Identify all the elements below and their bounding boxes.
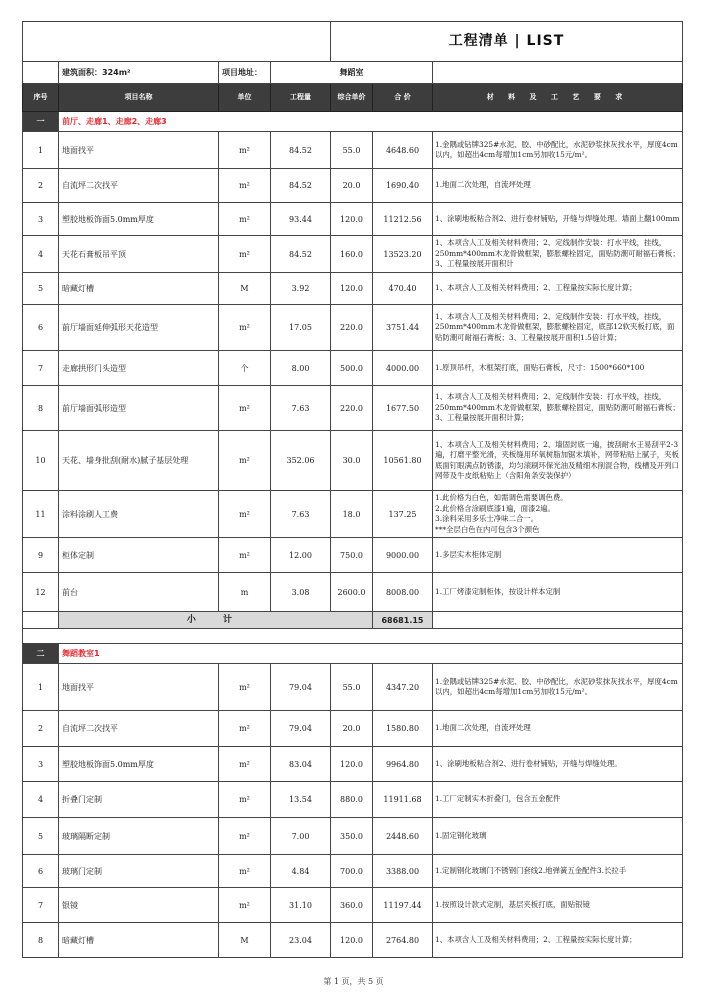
item-requirements: 1.工厂定制实木折叠门，包含五金配件 — [433, 782, 683, 818]
item-quantity: 23.04 — [271, 923, 331, 958]
item-total: 3388.00 — [373, 855, 433, 888]
spacer-cell — [23, 629, 683, 644]
item-name: 暗藏灯槽 — [59, 273, 219, 305]
item-unit-price: 120.0 — [331, 747, 373, 782]
col-header-price: 综合单价 — [331, 84, 373, 112]
item-number: 11 — [23, 491, 59, 538]
item-total: 137.25 — [373, 491, 433, 538]
table-row — [23, 538, 683, 573]
item-unit: m² — [219, 305, 271, 351]
col-header-requirements: 材 料 及 工 艺 要 求 — [433, 84, 683, 112]
item-number: 4 — [23, 236, 59, 273]
item-number: 5 — [23, 818, 59, 855]
item-requirements: 1、本项含人工及相关材料费用；2、工程量按实际长度计算； — [433, 273, 683, 305]
table-row — [23, 305, 683, 351]
item-number: 7 — [23, 351, 59, 386]
item-name: 暗藏灯槽 — [59, 923, 219, 958]
item-quantity: 7.00 — [271, 818, 331, 855]
col-header-unit: 单位 — [219, 84, 271, 112]
col-header-name: 项目名称 — [59, 84, 219, 112]
item-name: 地面找平 — [59, 132, 219, 169]
item-unit: m² — [219, 169, 271, 203]
item-number: 3 — [23, 203, 59, 236]
address-value: 舞蹈室 — [271, 62, 433, 84]
table-row — [23, 818, 683, 855]
table-row — [23, 351, 683, 386]
item-total: 1580.80 — [373, 711, 433, 747]
item-requirements: 1.工厂烤漆定制柜体，按设计样本定制 — [433, 573, 683, 612]
item-requirements: 1、本项含人工及相关材料费用；2、定线制作安装：打水平线，挂线，250mm*400mm木龙骨做框架，膨胀螺栓固定，面贴防潮可耐福石膏板；3、工程量按展开面积计 — [433, 236, 683, 273]
item-number: 4 — [23, 782, 59, 818]
table-row — [23, 711, 683, 747]
item-unit-price: 220.0 — [331, 305, 373, 351]
item-unit: m² — [219, 491, 271, 538]
item-unit: m² — [219, 132, 271, 169]
subtotal-blank-right — [433, 612, 683, 629]
item-number: 3 — [23, 747, 59, 782]
item-quantity: 84.52 — [271, 169, 331, 203]
item-total: 11212.56 — [373, 203, 433, 236]
item-number: 2 — [23, 169, 59, 203]
item-unit: M — [219, 273, 271, 305]
item-quantity: 79.04 — [271, 711, 331, 747]
item-total: 4000.00 — [373, 351, 433, 386]
col-header-total: 合 价 — [373, 84, 433, 112]
section-row — [23, 112, 683, 132]
item-number: 2 — [23, 711, 59, 747]
item-requirements: 1、涂刷地板粘合剂2、进行卷材铺贴，开缝与焊缝处理。墙面上翻100mm — [433, 203, 683, 236]
item-number: 8 — [23, 386, 59, 431]
section-name: 前厅、走廊1、走廊2、走廊3 — [59, 112, 683, 132]
item-number: 9 — [23, 538, 59, 573]
item-unit-price: 18.0 — [331, 491, 373, 538]
table-row — [23, 888, 683, 923]
logo-area — [23, 22, 331, 62]
item-quantity: 79.04 — [271, 664, 331, 711]
item-unit-price: 20.0 — [331, 711, 373, 747]
item-unit: m² — [219, 431, 271, 491]
table-row — [23, 386, 683, 431]
subtotal-value: 68681.15 — [373, 612, 433, 629]
item-unit-price: 360.0 — [331, 888, 373, 923]
item-requirements: 1、本项含人工及相关材料费用；2、工程量按实际长度计算； — [433, 923, 683, 958]
item-name: 前厅墙面延伸弧形天花造型 — [59, 305, 219, 351]
section-number: 二 — [23, 644, 59, 664]
item-quantity: 352.06 — [271, 431, 331, 491]
table-row — [23, 923, 683, 958]
item-quantity: 17.05 — [271, 305, 331, 351]
item-total: 9000.00 — [373, 538, 433, 573]
info-blank-right — [433, 62, 683, 84]
item-quantity: 93.44 — [271, 203, 331, 236]
item-total: 470.40 — [373, 273, 433, 305]
item-requirements: 1.按照设计款式定制，基层夹板打底，面贴银镜 — [433, 888, 683, 923]
item-total: 11197.44 — [373, 888, 433, 923]
item-name: 自流坪二次找平 — [59, 169, 219, 203]
item-unit-price: 120.0 — [331, 923, 373, 958]
item-name: 玻璃门定制 — [59, 855, 219, 888]
quote-sheet — [22, 21, 682, 958]
item-quantity: 3.08 — [271, 573, 331, 612]
item-unit: m² — [219, 386, 271, 431]
item-name: 折叠门定制 — [59, 782, 219, 818]
item-quantity: 4.84 — [271, 855, 331, 888]
item-requirements: 1.定制钢化玻璃门不锈钢门套线2.地弹簧五金配件3.长拉手 — [433, 855, 683, 888]
info-row — [23, 62, 683, 84]
table-row — [23, 573, 683, 612]
item-quantity: 84.52 — [271, 132, 331, 169]
item-unit: m² — [219, 818, 271, 855]
item-unit: m² — [219, 747, 271, 782]
item-unit-price: 20.0 — [331, 169, 373, 203]
item-quantity: 7.63 — [271, 491, 331, 538]
quote-table — [22, 21, 683, 958]
item-unit-price: 55.0 — [331, 132, 373, 169]
item-name: 玻璃隔断定制 — [59, 818, 219, 855]
item-name: 天花、墙身批刮(耐水)腻子基层处理 — [59, 431, 219, 491]
item-number: 8 — [23, 923, 59, 958]
section-number: 一 — [23, 112, 59, 132]
item-name: 自流坪二次找平 — [59, 711, 219, 747]
item-unit: m² — [219, 782, 271, 818]
item-name: 前台 — [59, 573, 219, 612]
item-quantity: 13.54 — [271, 782, 331, 818]
item-name: 天花石膏板吊平顶 — [59, 236, 219, 273]
item-unit-price: 30.0 — [331, 431, 373, 491]
item-total: 1690.40 — [373, 169, 433, 203]
item-requirements: 1.金隅或钻牌325#水泥、胶、中砂配比，水泥砂浆抹灰找水平，厚度4cm以内，如超出4cm每增加1cm另加收15元/m²。 — [433, 132, 683, 169]
item-unit-price: 500.0 — [331, 351, 373, 386]
item-unit-price: 880.0 — [331, 782, 373, 818]
item-number: 6 — [23, 305, 59, 351]
item-name: 银镜 — [59, 888, 219, 923]
item-unit: 个 — [219, 351, 271, 386]
table-row — [23, 132, 683, 169]
item-unit: m² — [219, 855, 271, 888]
item-unit: m² — [219, 711, 271, 747]
item-total: 8008.00 — [373, 573, 433, 612]
item-total: 4347.20 — [373, 664, 433, 711]
col-header-qty: 工程量 — [271, 84, 331, 112]
item-number: 12 — [23, 573, 59, 612]
item-name: 走廊拱形门头造型 — [59, 351, 219, 386]
title-row — [23, 22, 683, 62]
item-total: 9964.80 — [373, 747, 433, 782]
item-requirements: 1、本项含人工及相关材料费用；2、定线制作安装：打水平线，挂线，250mm*400mm木龙骨做框架，膨胀螺栓固定，面贴防潮可耐福石膏板；3、工程量按展开面积计算； — [433, 386, 683, 431]
item-total: 10561.80 — [373, 431, 433, 491]
item-total: 1677.50 — [373, 386, 433, 431]
table-row — [23, 782, 683, 818]
item-unit: m² — [219, 203, 271, 236]
section-name: 舞蹈教室1 — [59, 644, 683, 664]
col-header-no: 序号 — [23, 84, 59, 112]
item-unit-price: 750.0 — [331, 538, 373, 573]
item-number: 6 — [23, 855, 59, 888]
table-row — [23, 491, 683, 538]
item-unit-price: 220.0 — [331, 386, 373, 431]
item-unit-price: 700.0 — [331, 855, 373, 888]
item-number: 7 — [23, 888, 59, 923]
table-row — [23, 236, 683, 273]
item-requirements: 1.固定钢化玻璃 — [433, 818, 683, 855]
item-requirements: 1.金隅或钻牌325#水泥、胶、中砂配比，水泥砂浆抹灰找水平，厚度4cm以内，如超出4cm每增加1cm另加收15元/m²。 — [433, 664, 683, 711]
item-unit: m² — [219, 664, 271, 711]
item-number: 1 — [23, 132, 59, 169]
item-quantity: 84.52 — [271, 236, 331, 273]
table-row — [23, 664, 683, 711]
item-total: 3751.44 — [373, 305, 433, 351]
table-row — [23, 855, 683, 888]
item-requirements: 1.地面二次处理，自流坪处理 — [433, 169, 683, 203]
item-unit-price: 55.0 — [331, 664, 373, 711]
table-row — [23, 273, 683, 305]
item-unit: m² — [219, 538, 271, 573]
item-requirements: 1.多层实木柜体定制 — [433, 538, 683, 573]
item-requirements: 1.原顶吊杆，木框架打底，面贴石膏板，尺寸：1500*660*100 — [433, 351, 683, 386]
item-quantity: 83.04 — [271, 747, 331, 782]
item-name: 涂料涂刷人工费 — [59, 491, 219, 538]
item-number: 1 — [23, 664, 59, 711]
item-unit: M — [219, 923, 271, 958]
spacer-row — [23, 629, 683, 644]
item-unit-price: 120.0 — [331, 203, 373, 236]
item-total: 4648.60 — [373, 132, 433, 169]
item-quantity: 31.10 — [271, 888, 331, 923]
item-quantity: 12.00 — [271, 538, 331, 573]
item-name: 柜体定制 — [59, 538, 219, 573]
item-total: 11911.68 — [373, 782, 433, 818]
item-total: 2448.60 — [373, 818, 433, 855]
item-number: 5 — [23, 273, 59, 305]
item-total: 13523.20 — [373, 236, 433, 273]
table-row — [23, 747, 683, 782]
subtotal-blank — [23, 612, 59, 629]
item-unit: m — [219, 573, 271, 612]
table-row — [23, 431, 683, 491]
table-row — [23, 169, 683, 203]
item-unit-price: 350.0 — [331, 818, 373, 855]
item-unit-price: 160.0 — [331, 236, 373, 273]
item-unit-price: 2600.0 — [331, 573, 373, 612]
page-title: 工程清单 | LIST — [331, 22, 683, 62]
area-label: 建筑面积：324m² — [59, 62, 219, 84]
section-row — [23, 644, 683, 664]
item-requirements: 1.地面二次处理，自流坪处理 — [433, 711, 683, 747]
item-quantity: 8.00 — [271, 351, 331, 386]
item-requirements: 1.此价格为白色，如需调色需要调色费。 2.此价格含涂刷底漆1遍，面漆2遍。 3.涂料采用多乐士净味二合一。 ***全层白色在内可包含3个颜色 — [433, 491, 683, 538]
item-quantity: 3.92 — [271, 273, 331, 305]
info-blank — [23, 62, 59, 84]
item-unit-price: 120.0 — [331, 273, 373, 305]
item-name: 前厅墙面弧形造型 — [59, 386, 219, 431]
item-requirements: 1、本项含人工及相关材料费用；2、墙固封底一遍，披刮耐水王易刮平2-3遍，打磨平整光滑，夹板缝用环氧树脂加锯末填补，网带粘贴上腻子，夹板底面钉眼满点防锈漆，均匀滚刷环保光油及精细木削混合物，线槽及开列口网带及牛皮纸粘贴上（含阳角条安装保护） — [433, 431, 683, 491]
table-row — [23, 203, 683, 236]
subtotal-label: 小 计 — [59, 612, 373, 629]
page-footer: 第 1 页，共 5 页 — [323, 977, 384, 986]
item-requirements: 1、涂刷地板粘合剂2、进行卷材铺贴，开缝与焊缝处理。 — [433, 747, 683, 782]
item-name: 地面找平 — [59, 664, 219, 711]
item-requirements: 1、本项含人工及相关材料费用；2、定线制作安装：打水平线，挂线，250mm*400mm木龙骨做框架，膨胀螺栓固定，底部12软夹板打底，面贴防潮可耐福石膏板；3、工程量按展开面积1.5倍计算； — [433, 305, 683, 351]
item-name: 塑胶地板饰面5.0mm厚度 — [59, 203, 219, 236]
item-number: 10 — [23, 431, 59, 491]
item-unit: m² — [219, 236, 271, 273]
item-name: 塑胶地板饰面5.0mm厚度 — [59, 747, 219, 782]
item-quantity: 7.63 — [271, 386, 331, 431]
column-header-row — [23, 84, 683, 112]
item-unit: m² — [219, 888, 271, 923]
subtotal-row — [23, 612, 683, 629]
item-total: 2764.80 — [373, 923, 433, 958]
address-label: 项目地址： — [219, 62, 271, 84]
